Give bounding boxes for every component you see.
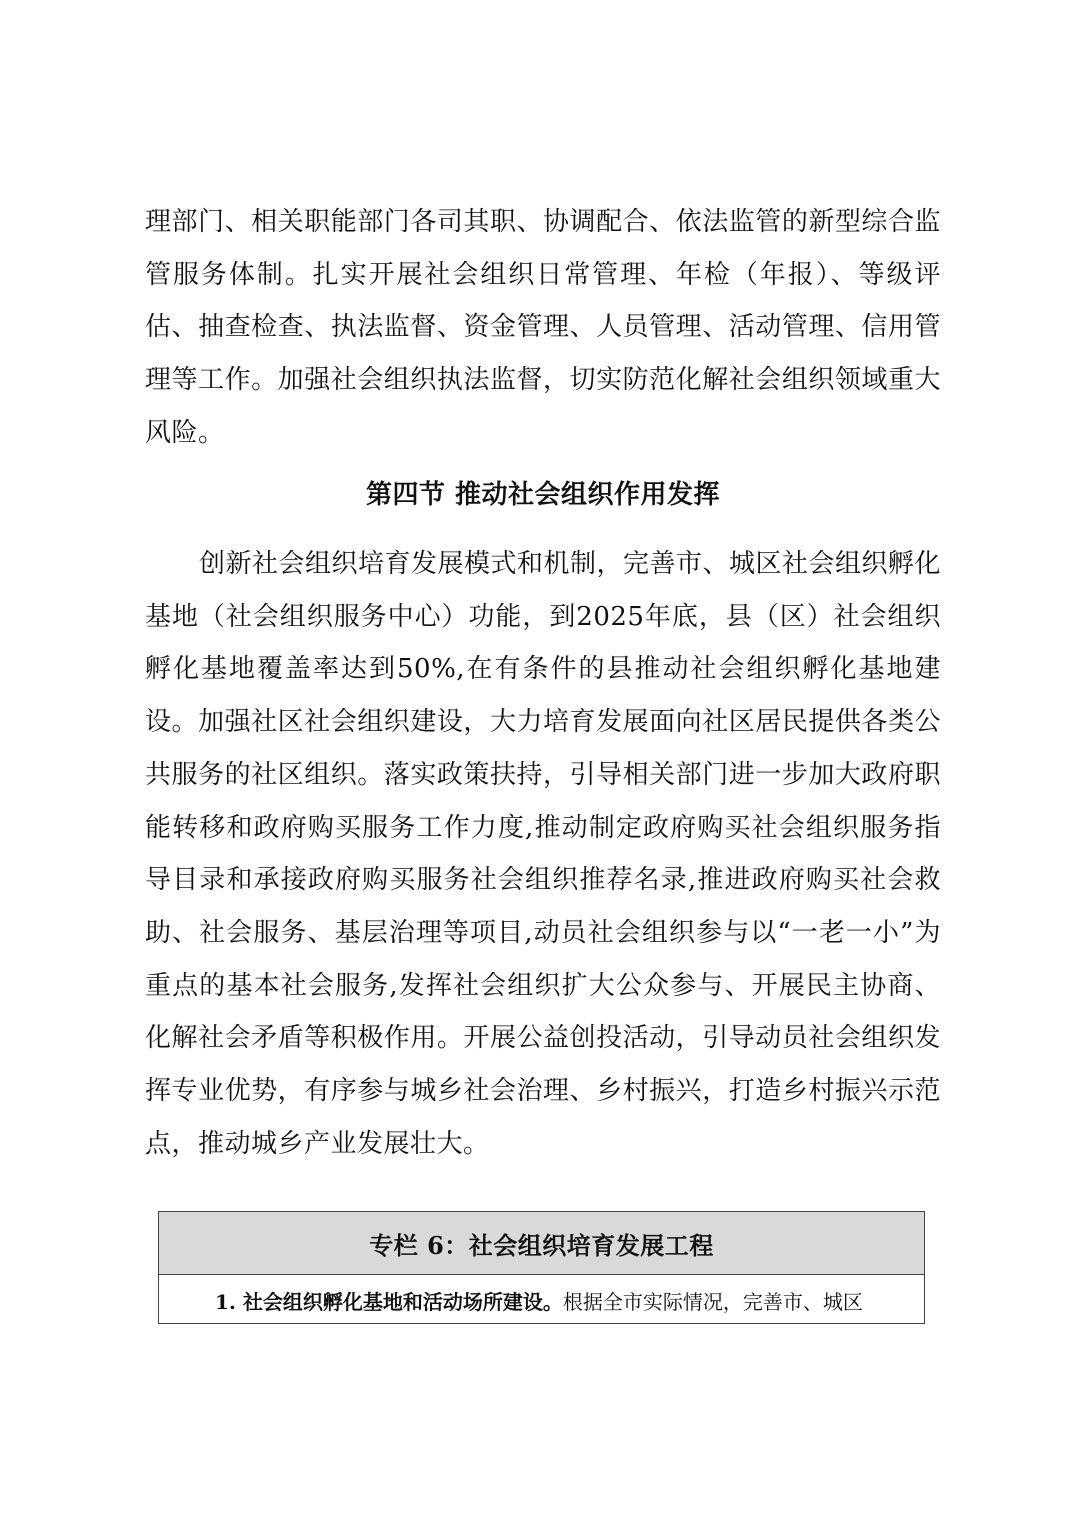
body-paragraph: 理部门、相关职能部门各司其职、协调配合、依法监管的新型综合监管服务体制。扎实开展社会组织日常管理、年检（年报）、等级评估、抽查检查、执法监督、资金管理、人员管理、活动管理、信用管理等工作。加强社会组织执法监督，切实防范化解社会组织领域重大风险。 (145, 207, 941, 448)
feature-box-body (159, 1275, 924, 1319)
feature-box-title: 专栏 6：社会组织培育发展工程 (159, 1212, 924, 1275)
feature-box-item-text: 根据全市实际情况，完善市、城区 (562, 1290, 863, 1314)
body-paragraph: 创新社会组织培育发展模式和机制，完善市、城区社会组织孵化基地（社会组织服务中心）功能，到2025年底，县（区）社会组织孵化基地覆盖率达到50%,在有条件的县推动社会组织孵化基地建设。加强社区社会组织建设，大力培育发展面向社区居民提供各类公共服务的社区组织。落实政策扶持，引导相关部门进一步加大政府职能转移和政府购买服务工作力度,推动制定政府购买社会组织服务指导目录和承接政府购买服务社会组织推荐名录,推进政府购买社会救助、社会服务、基层治理等项目,动员社会组织参与以“一老一小”为重点的基本社会服务,发挥社会组织扩大公众参与、开展民主协商、化解社会矛盾等积极作用。开展公益创投活动，引导动员社会组织发挥专业优势，有序参与城乡社会治理、乡村振兴，打造乡村振兴示范点，推动城乡产业发展壮大。 (145, 549, 942, 1159)
feature-box (158, 1211, 925, 1324)
feature-box-item-lead: 1. 社会组织孵化基地和活动场所建设。 (215, 1290, 563, 1314)
section-heading: 第四节 推动社会组织作用发挥 (365, 480, 721, 510)
